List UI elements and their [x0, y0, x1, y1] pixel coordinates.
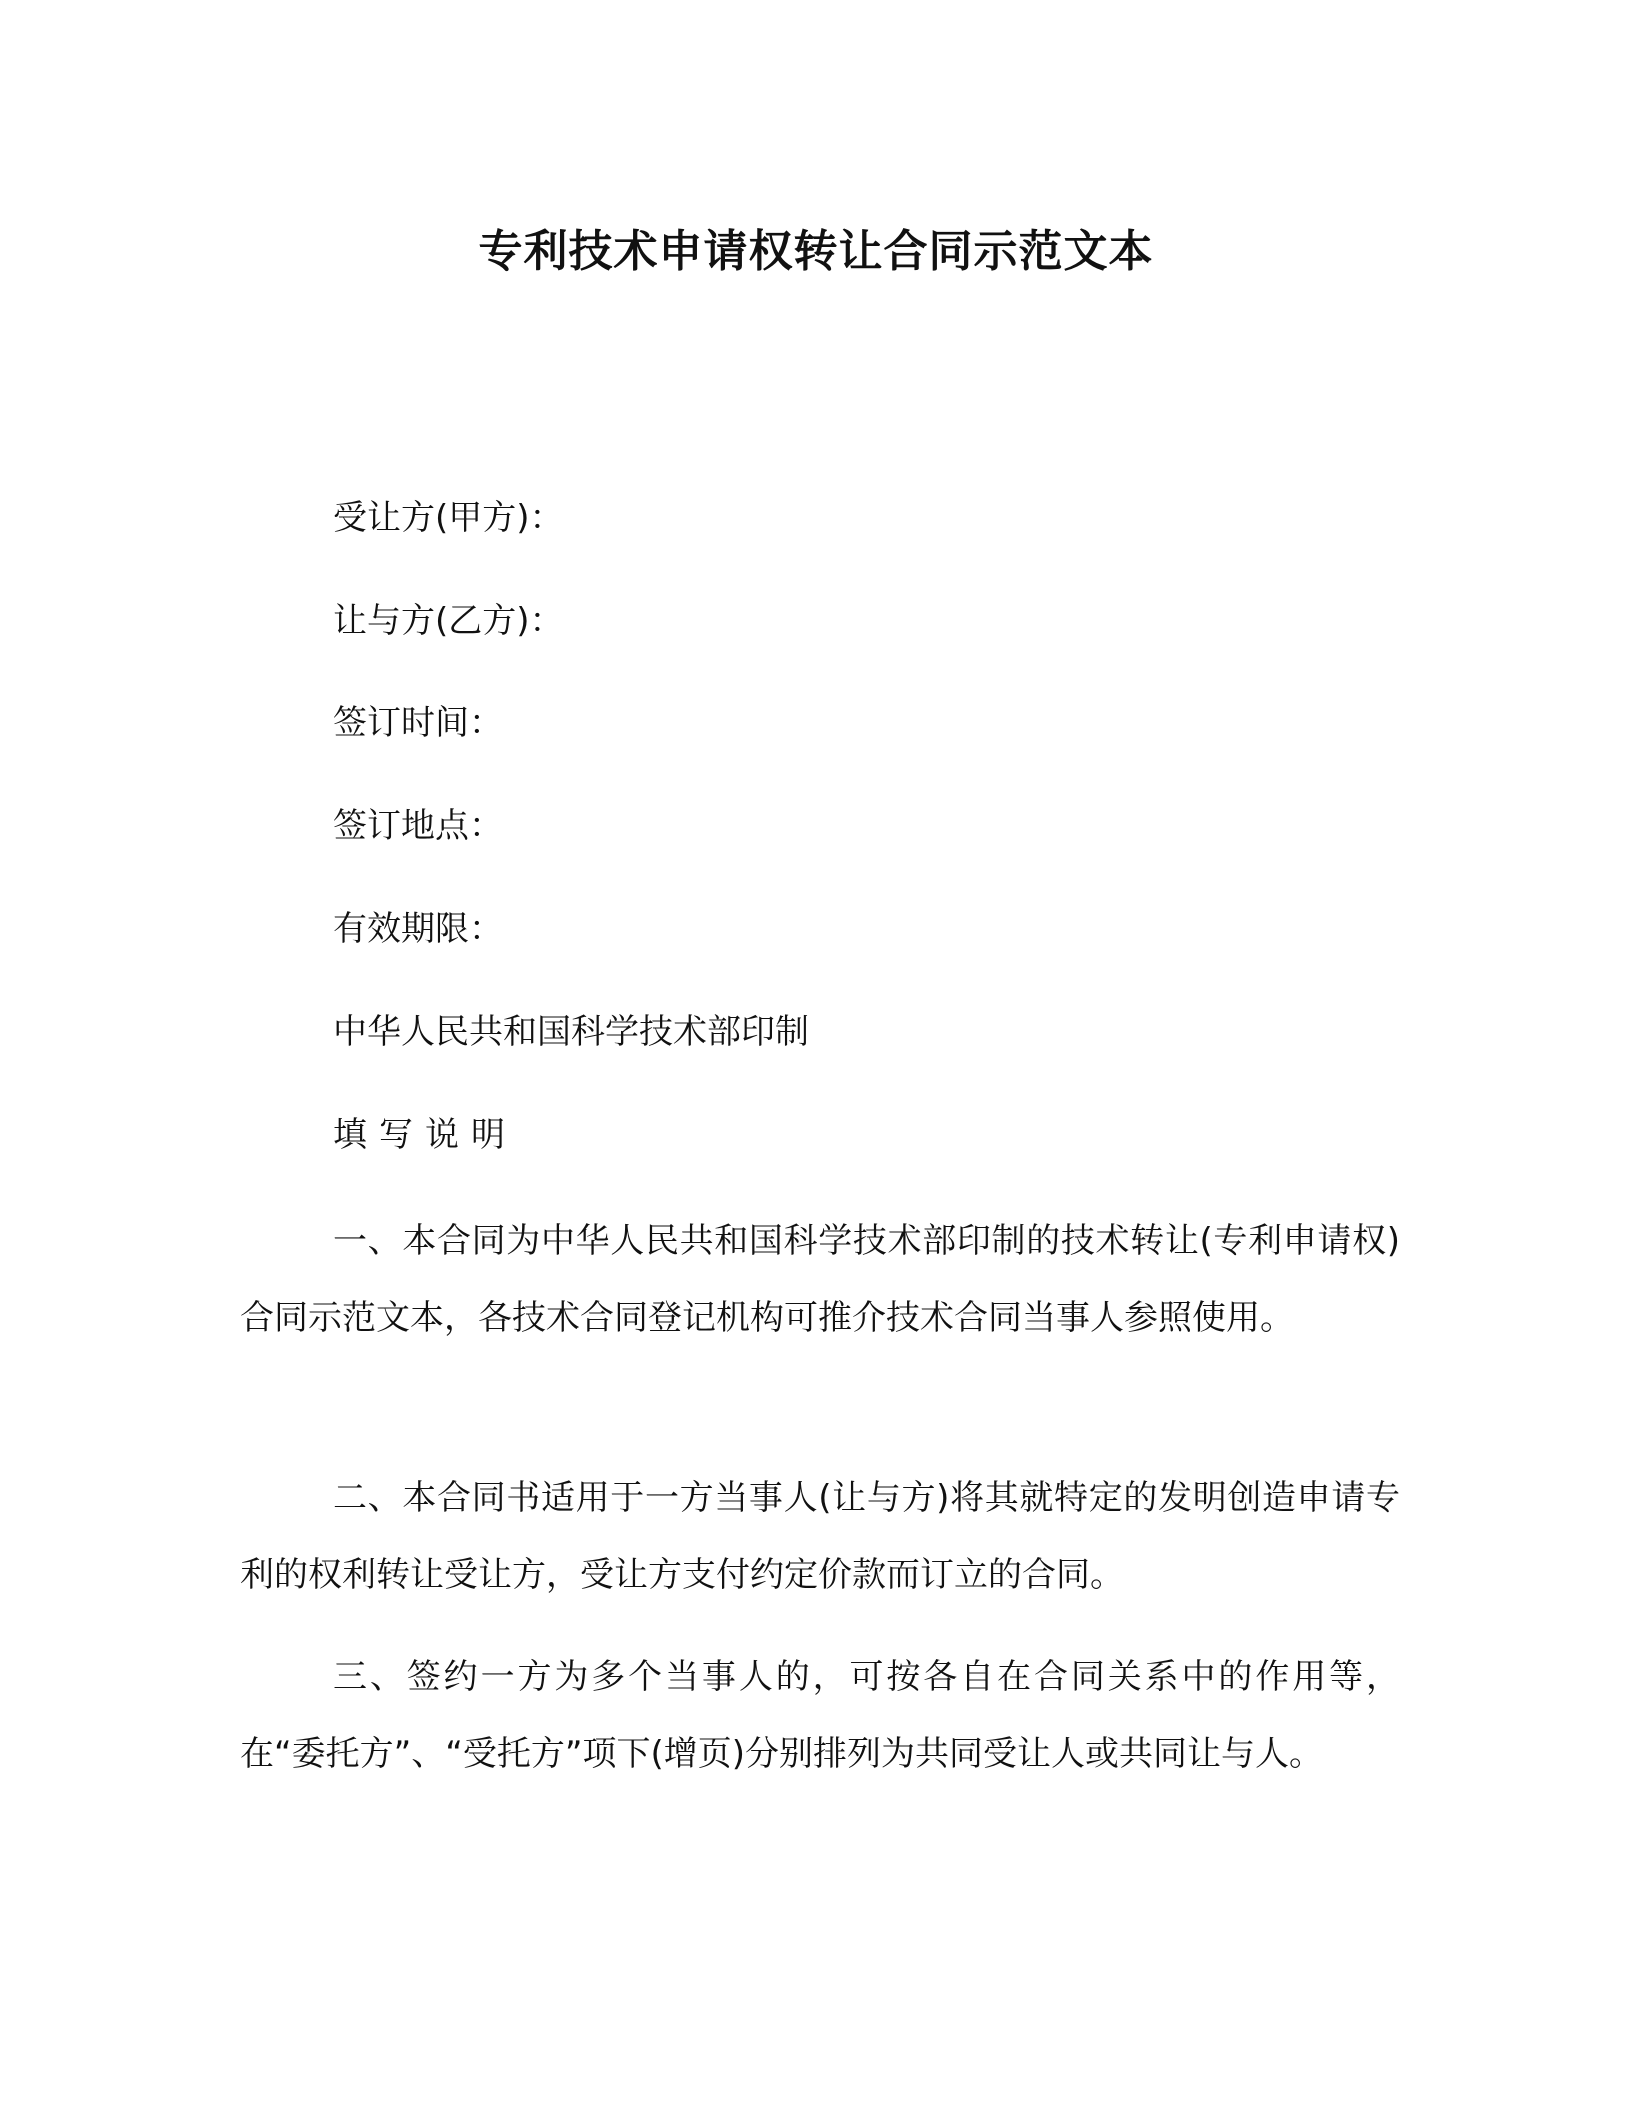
document-title: 专利技术申请权转让合同示范文本: [478, 226, 1154, 277]
instruction-paragraph-3: 三、签约一方为多个当事人的，可按各自在合同关系中的作用等，在“委托方”、“受托方”项下(增页)分别排列为共同受让人或共同让与人。: [240, 1657, 1400, 1774]
field-transferee: 受让方(甲方)：: [333, 498, 564, 538]
issuer-line: 中华人民共和国科学技术部印制: [333, 1012, 809, 1052]
field-signing-date: 签订时间：: [333, 703, 503, 743]
instruction-paragraph-1: 一、本合同为中华人民共和国科学技术部印制的技术转让(专利申请权)合同示范文本，各技术合同登记机构可推介技术合同当事人参照使用。: [240, 1221, 1400, 1338]
instruction-paragraph-2: 二、本合同书适用于一方当事人(让与方)将其就特定的发明创造申请专利的权利转让受让方，受让方支付约定价款而订立的合同。: [240, 1478, 1400, 1595]
field-transferor: 让与方(乙方)：: [333, 601, 564, 641]
field-signing-place: 签订地点：: [333, 806, 503, 846]
instructions-heading: 填写说明: [333, 1115, 517, 1155]
field-validity-period: 有效期限：: [333, 909, 503, 949]
